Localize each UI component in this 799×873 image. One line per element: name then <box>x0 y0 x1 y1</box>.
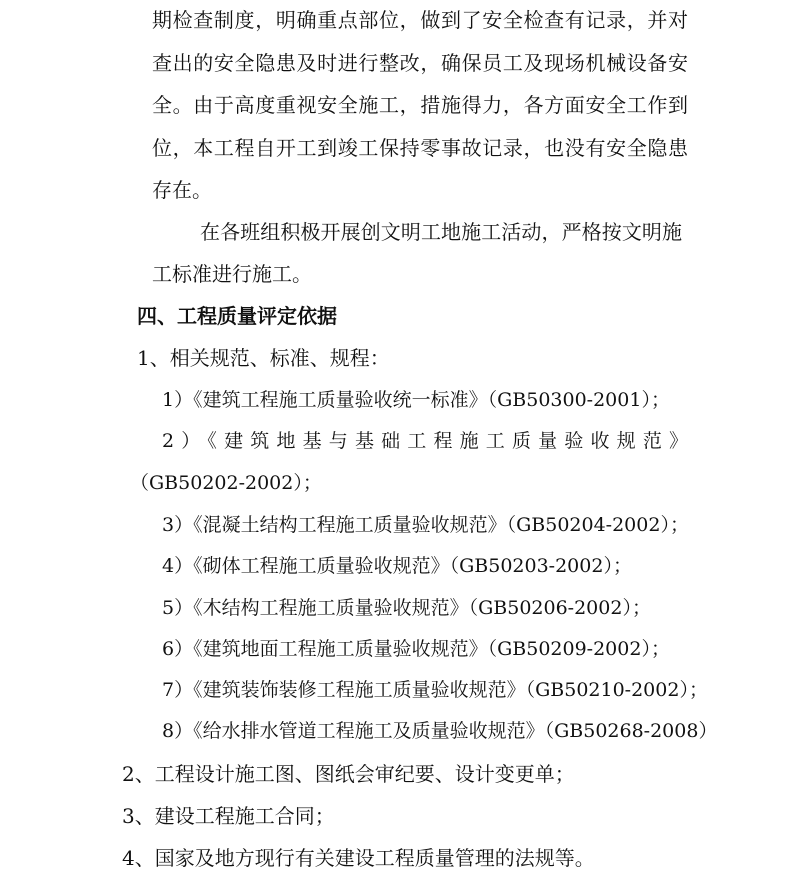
reference-item: 1）《建筑工程施工质量验收统一标准》（GB50300-2001）； <box>162 389 670 411</box>
paragraph-line: 期检查制度，明确重点部位，做到了安全检查有记录，并对 <box>152 8 688 32</box>
reference-item: 4）《砌体工程施工质量验收规范》（GB50203-2002）； <box>162 555 632 577</box>
reference-item: 5）《木结构工程施工质量验收规范》（GB50206-2002）； <box>162 597 651 619</box>
paragraph-line: 位，本工程自开工到竣工保持零事故记录，也没有安全隐患 <box>152 136 688 160</box>
paragraph-line: 全。由于高度重视安全施工，措施得力，各方面安全工作到 <box>152 93 688 117</box>
reference-item: 6）《建筑地面工程施工质量验收规范》（GB50209-2002）； <box>162 638 670 660</box>
paragraph-line: 查出的安全隐患及时进行整改，确保员工及现场机械设备安 <box>152 51 688 75</box>
reference-item: 8）《给水排水管道工程施工及质量验收规范》（GB50268-2008） <box>162 720 718 742</box>
reference-item: （GB50202-2002）； <box>130 472 322 494</box>
paragraph-line: 工标准进行施工。 <box>152 262 312 286</box>
paragraph-line: 在各班组积极开展创文明工地施工活动，严格按文明施 <box>200 220 682 244</box>
list-item: 3、建设工程施工合同； <box>122 804 335 828</box>
reference-item: 3）《混凝土结构工程施工质量验收规范》（GB50204-2002）； <box>162 514 689 536</box>
list-item: 4、国家及地方现行有关建设工程质量管理的法规等。 <box>122 846 595 870</box>
list-item: 1、相关规范、标准、规程： <box>137 346 390 370</box>
paragraph-line: 存在。 <box>152 178 212 202</box>
list-item: 2、工程设计施工图、图纸会审纪要、设计变更单； <box>122 762 575 786</box>
section-heading: 四、工程质量评定依据 <box>137 304 337 328</box>
reference-item: 7）《建筑装饰装修工程施工质量验收规范》（GB50210-2002）； <box>162 679 708 701</box>
reference-item: 2）《建筑地基与基础工程施工质量验收规范》 <box>162 430 688 452</box>
